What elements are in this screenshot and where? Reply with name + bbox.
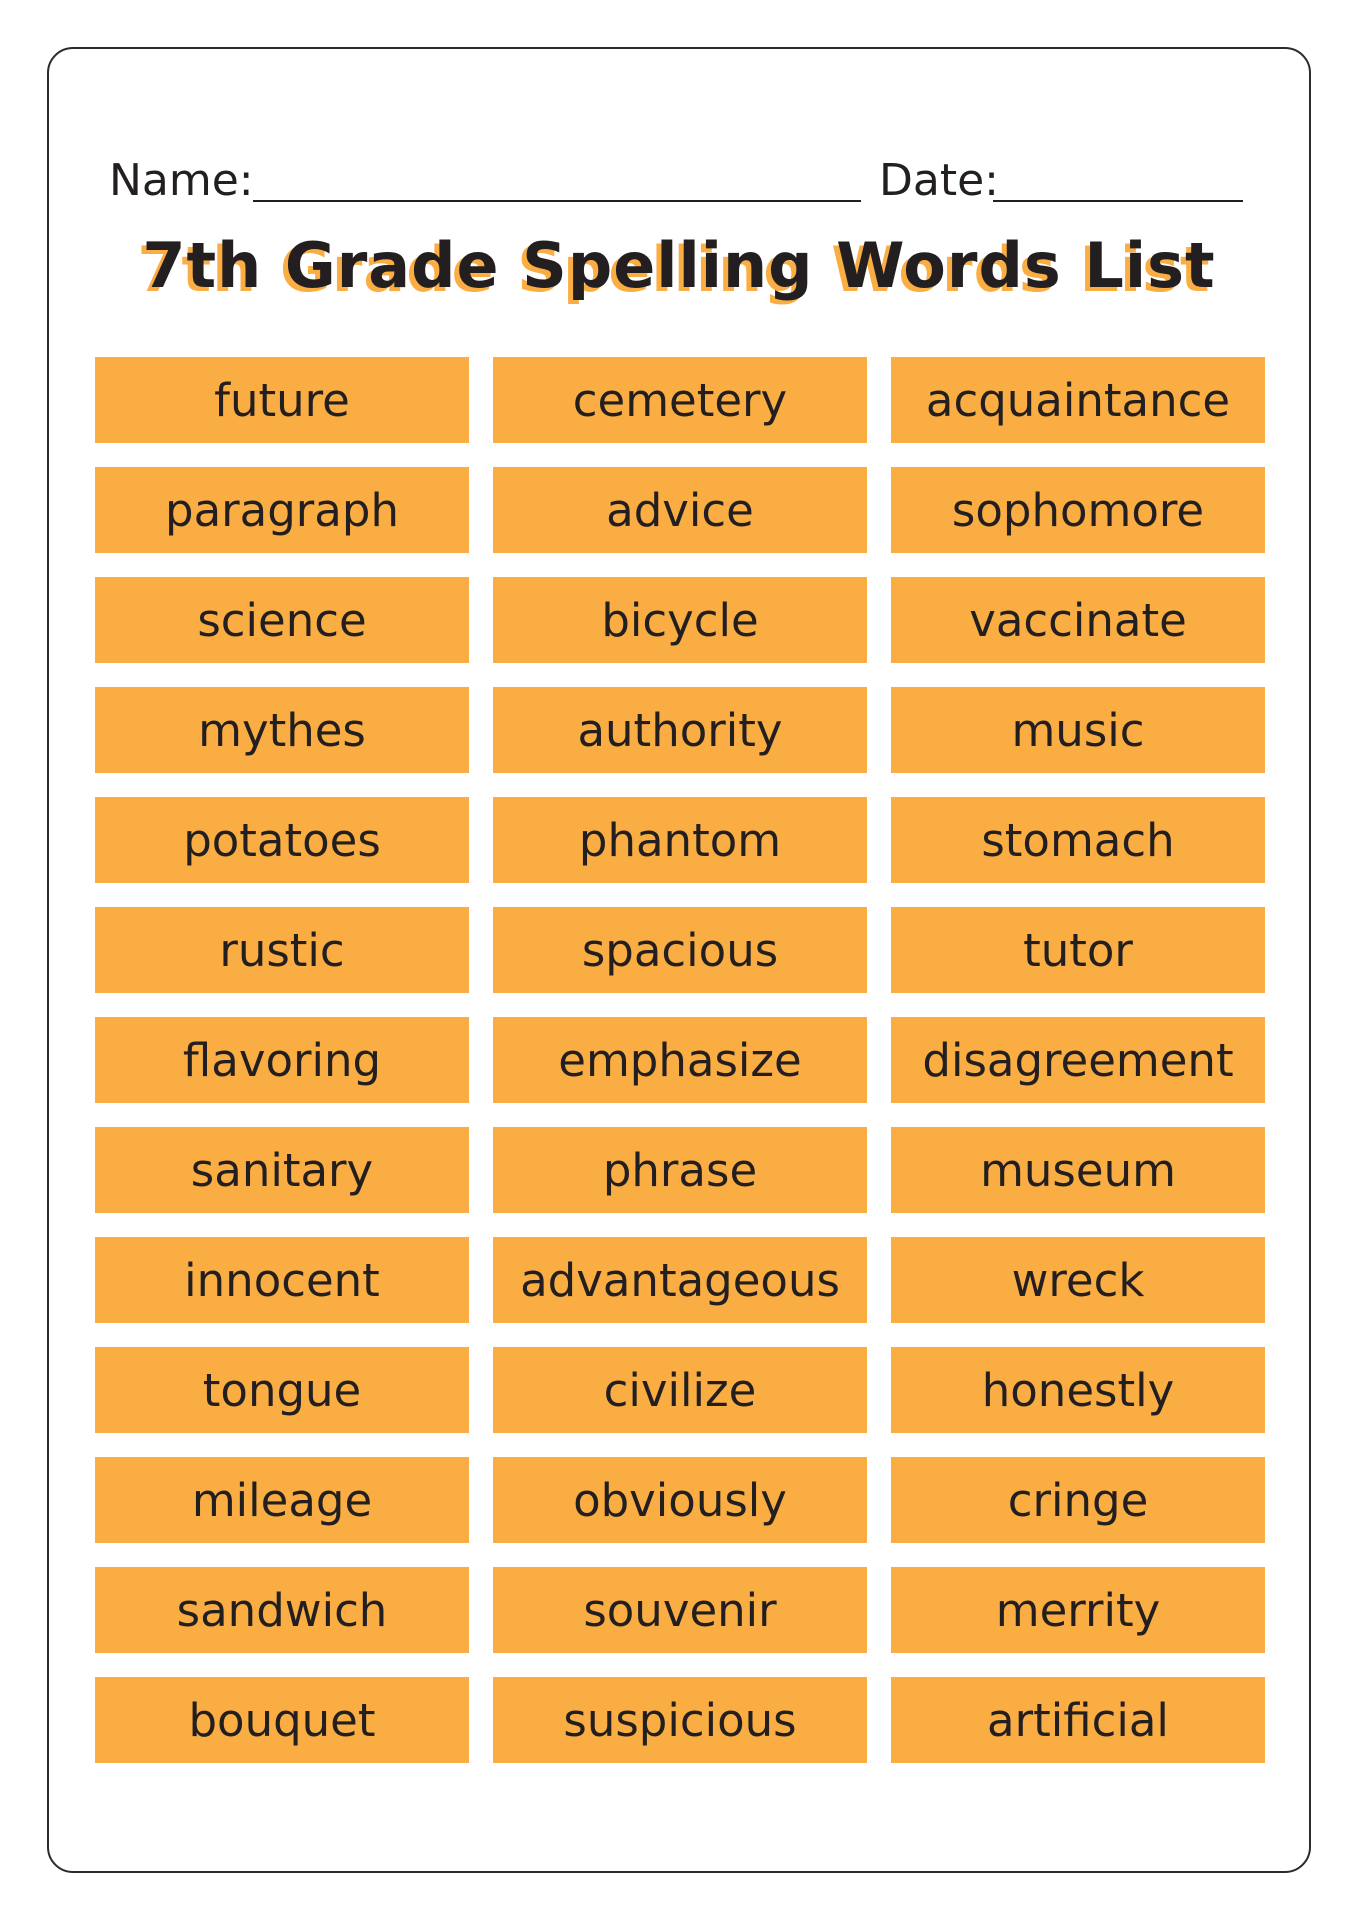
word-cell: phrase (493, 1127, 867, 1213)
word-cell: sanitary (95, 1127, 469, 1213)
word-cell: cemetery (493, 357, 867, 443)
word-cell: vaccinate (891, 577, 1265, 663)
word-cell: bouquet (95, 1677, 469, 1763)
word-cell: potatoes (95, 797, 469, 883)
word-cell: rustic (95, 907, 469, 993)
date-field[interactable] (993, 200, 1243, 202)
word-cell: sandwich (95, 1567, 469, 1653)
word-cell: merrity (891, 1567, 1265, 1653)
word-grid (95, 357, 1265, 1763)
header-row (49, 153, 1309, 213)
word-cell: museum (891, 1127, 1265, 1213)
word-cell: innocent (95, 1237, 469, 1323)
word-cell: music (891, 687, 1265, 773)
name-label: Name: (109, 155, 254, 206)
word-cell: bicycle (493, 577, 867, 663)
word-cell: honestly (891, 1347, 1265, 1433)
word-cell: souvenir (493, 1567, 867, 1653)
word-cell: flavoring (95, 1017, 469, 1103)
word-cell: science (95, 577, 469, 663)
word-cell: disagreement (891, 1017, 1265, 1103)
word-cell: civilize (493, 1347, 867, 1433)
word-cell: artificial (891, 1677, 1265, 1763)
word-cell: advantageous (493, 1237, 867, 1323)
word-cell: acquaintance (891, 357, 1265, 443)
word-cell: phantom (493, 797, 867, 883)
word-cell: future (95, 357, 469, 443)
word-cell: advice (493, 467, 867, 553)
page-title: 7th Grade Spelling Words List (142, 229, 1216, 302)
word-cell: tutor (891, 907, 1265, 993)
word-cell: paragraph (95, 467, 469, 553)
word-cell: cringe (891, 1457, 1265, 1543)
word-cell: suspicious (493, 1677, 867, 1763)
word-cell: mythes (95, 687, 469, 773)
word-cell: tongue (95, 1347, 469, 1433)
date-label: Date: (879, 155, 999, 206)
word-cell: wreck (891, 1237, 1265, 1323)
word-cell: obviously (493, 1457, 867, 1543)
word-cell: mileage (95, 1457, 469, 1543)
name-field[interactable] (253, 200, 861, 202)
word-cell: spacious (493, 907, 867, 993)
word-cell: emphasize (493, 1017, 867, 1103)
word-cell: authority (493, 687, 867, 773)
word-cell: stomach (891, 797, 1265, 883)
word-cell: sophomore (891, 467, 1265, 553)
